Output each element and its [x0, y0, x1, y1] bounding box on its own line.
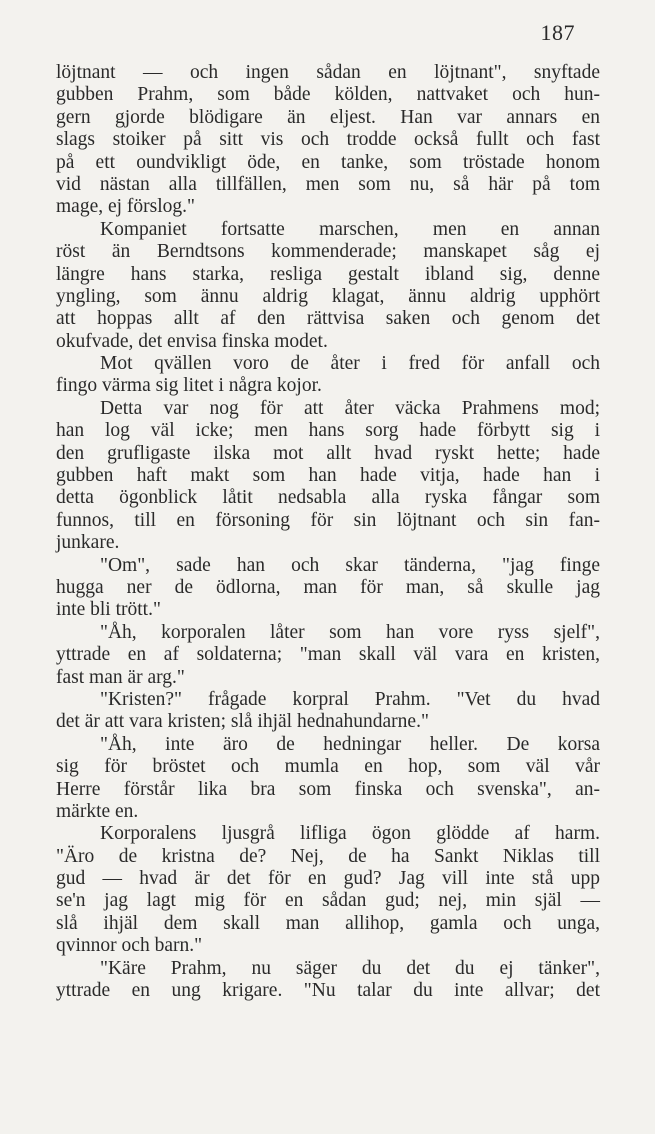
text-line: att hoppas allt af den rättvisa saken och genom det [56, 308, 600, 330]
text-line: gern gjorde blödigare än eljest. Han var annars en [56, 106, 600, 128]
text-line: "Äro de kristna de? Nej, de ha Sankt Niklas till [56, 845, 600, 867]
text-line: gud — hvad är det för en gud? Jag vill inte stå upp [56, 868, 600, 890]
text-line: detta ögonblick låtit nedsabla alla ryska fångar som [56, 487, 600, 509]
text-line: qvinnor och barn." [56, 935, 203, 957]
text-line: junkare. [56, 532, 120, 554]
text-line: Herre förstår lika bra som finska och svenska", an- [56, 778, 600, 800]
text-line: gubben haft makt som han hade vitja, hade han i [56, 465, 600, 487]
text-line: han log väl icke; men hans sorg hade förbytt sig i [56, 420, 600, 442]
text-line: det är att vara kristen; slå ihjäl hednahundarne." [56, 711, 429, 733]
text-line: funnos, till en försoning för sin löjtnant och sin fan- [56, 509, 600, 531]
text-line: "Kristen?" frågade korpral Prahm. "Vet du hvad [100, 688, 600, 710]
text-line: inte bli trött." [56, 599, 161, 621]
text-line: yttrade en af soldaterna; "man skall väl vara en kristen, [56, 644, 600, 666]
text-line: sig för bröstet och mumla en hop, som väl vår [56, 756, 600, 778]
text-line: på ett oundvikligt öde, en tanke, som tröstade honom [56, 151, 600, 173]
body-text [56, 62, 600, 1002]
page-number: 187 [540, 20, 575, 45]
text-line: mage, ej förslog." [56, 196, 196, 218]
text-line: vid nästan alla tillfällen, men som nu, så här på tom [56, 173, 600, 195]
text-line: märkte en. [56, 800, 139, 822]
text-line: yttrade en ung krigare. "Nu talar du inte allvar; det [56, 980, 600, 1002]
text-line: "Åh, korporalen låter som han vore ryss sjelf", [100, 621, 600, 643]
text-line: Korporalens ljusgrå lifliga ögon glödde af harm. [100, 823, 600, 845]
text-line: Detta var nog för att åter väcka Prahmens mod; [100, 397, 600, 419]
text-line: röst än Berndtsons kommenderade; manskapet såg ej [56, 241, 600, 263]
text-line: Mot qvällen voro de åter i fred för anfall och [100, 353, 600, 375]
text-line: löjtnant — och ingen sådan en löjtnant", snyftade [56, 62, 600, 83]
text-line: okufvade, det envisa finska modet. [56, 330, 328, 352]
text-line: "Åh, inte äro de hedningar heller. De korsa [100, 733, 600, 755]
text-line: "Om", sade han och skar tänderna, "jag finge [100, 554, 600, 576]
text-line: slags stoiker på sitt vis och trodde också fullt och fast [56, 129, 600, 151]
text-line: "Käre Prahm, nu säger du det du ej tänker", [100, 957, 600, 979]
text-line: längre hans starka, resliga gestalt ibland sig, denne [56, 263, 600, 285]
text-line: Kompaniet fortsatte marschen, men en annan [100, 218, 600, 240]
text-line: den grufligaste ilska mot allt hvad ryskt hette; hade [56, 442, 600, 464]
text-line: slå ihjäl dem skall man allihop, gamla och unga, [56, 912, 600, 934]
text-line: yngling, som ännu aldrig klagat, ännu aldrig upphört [56, 285, 600, 307]
text-line: hugga ner de ödlorna, man för man, så skulle jag [56, 576, 600, 598]
text-line: se'n jag lagt mig för en sådan gud; nej, min själ — [56, 890, 600, 912]
text-line: fingo värma sig litet i några kojor. [56, 375, 322, 397]
text-line: fast man är arg." [56, 666, 185, 688]
text-line: gubben Prahm, som både kölden, nattvaket och hun- [56, 84, 600, 106]
